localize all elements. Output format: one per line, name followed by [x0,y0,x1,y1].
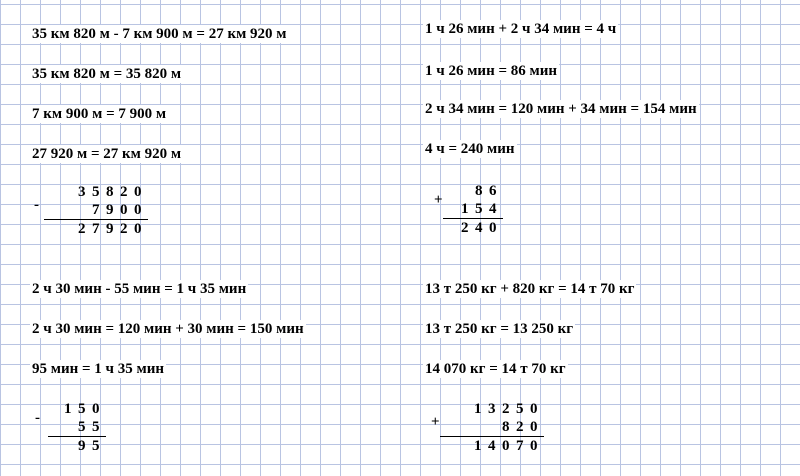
problem1-conversion-2: 7 км 900 м = 7 900 м [32,106,167,122]
problem4-column-addition [440,400,544,455]
column-addend-2: 154 [461,201,503,217]
column-addend-1: 86 [475,183,503,199]
column-result: 14070 [440,436,544,455]
column-minuend: 150 [64,401,106,417]
problem4-equation: 13 т 250 кг + 820 кг = 14 т 70 кг [425,281,635,297]
column-result: 240 [443,218,503,237]
problem4-column-sign: + [431,414,440,430]
problem2-column-sign: + [434,192,443,208]
problem1-conversion-3: 27 920 м = 27 км 920 м [32,146,182,162]
problem3-column-subtraction [48,400,106,455]
problem4-conversion-1: 13 т 250 кг = 13 250 кг [425,321,574,337]
column-result: 95 [48,436,106,455]
problem4-conversion-2: 14 070 кг = 14 т 70 кг [425,361,566,377]
column-subtrahend: 55 [78,419,106,435]
problem3-conversion-2: 95 мин = 1 ч 35 мин [32,361,165,377]
problem1-column-subtraction [44,183,148,238]
problem1-equation: 35 км 820 м - 7 км 900 м = 27 км 920 м [32,26,287,42]
column-minuend: 35820 [78,184,148,200]
column-result: 27920 [44,219,148,238]
column-addend-1: 13250 [474,401,544,417]
problem1-column-sign: - [34,197,39,213]
problem1-conversion-1: 35 км 820 м = 35 820 м [32,66,182,82]
problem3-conversion-1: 2 ч 30 мин = 120 мин + 30 мин = 150 мин [32,321,304,337]
column-addend-2: 820 [502,419,544,435]
problem2-conversion-3: 4 ч = 240 мин [425,141,515,157]
problem3-equation: 2 ч 30 мин - 55 мин = 1 ч 35 мин [32,281,247,297]
problem2-conversion-1: 1 ч 26 мин = 86 мин [425,63,558,79]
column-subtrahend: 7900 [92,202,148,218]
problem2-column-addition [443,182,503,237]
problem3-column-sign: - [35,410,40,426]
problem2-equation: 1 ч 26 мин + 2 ч 34 мин = 4 ч [425,21,617,37]
problem2-conversion-2: 2 ч 34 мин = 120 мин + 34 мин = 154 мин [425,101,697,117]
